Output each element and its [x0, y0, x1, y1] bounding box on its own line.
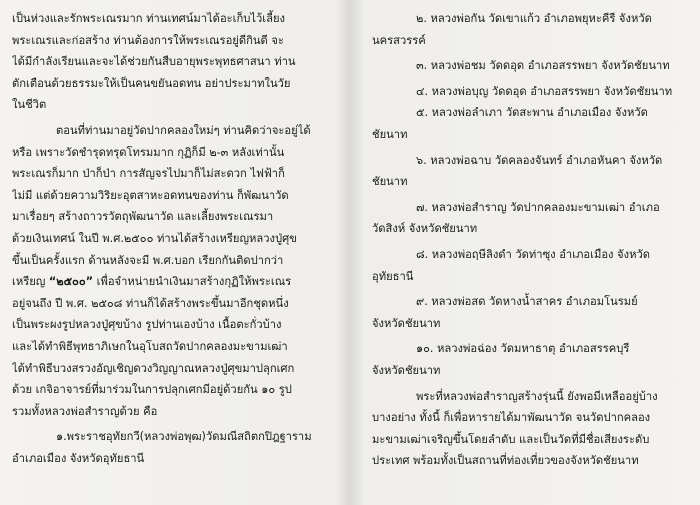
text-line: พระเณรและก่อสร้าง ท่านต้องการให้พระเณรอยู่ดีกินดี จะ: [12, 33, 284, 47]
text-line: [12, 271, 334, 293]
list-item-1: [12, 426, 334, 469]
text-line: ได้ทำพิธีบวงสรวงอัญเชิญดวงวิญญาณหลวงปู่ศุขมาปลุกเศก: [12, 361, 295, 375]
text-line: ชัยนาท: [372, 127, 408, 141]
left-page: [12, 8, 334, 469]
text-line: อุทัยธานี: [372, 269, 414, 283]
text-line: ด้วย เกจิอาจารย์ที่มาร่วมในการปลุกเศกมีอยู่ด้วยกัน ๑๐ รูป: [12, 383, 292, 397]
text-line: รวมทั้งหลวงพ่อสำราญด้วย คือ: [12, 404, 158, 418]
paragraph-1: [12, 8, 334, 116]
text-line: อยู่จนถึง ปี พ.ศ. ๒๕๐๘ ท่านก็ได้สร้างพระขึ้นมาอีกชุดหนึ่ง: [12, 296, 289, 310]
coin-year-quote: “๒๕๐๐”: [48, 275, 94, 289]
list-item-7: [372, 197, 690, 240]
text-line: ๔. หลวงพ่อบุญ วัดดอุด อำเภอสรรพยา จังหวัดชัยนาท: [416, 84, 673, 98]
paragraph-2: [12, 120, 334, 422]
text-line: ๖. หลวงพ่อฉาบ วัดคลองจันทร์ อำเภอหันคา จังหวัด: [416, 153, 663, 167]
text-line: ๗. หลวงพ่อสำราญ วัดปากคลองมะขามเฒ่า อำเภอ: [416, 200, 660, 214]
list-item-6: [372, 150, 690, 193]
text-line: เป็นห่วงและรักพระเณรมาก ท่านเทศน์มาได้อะเก็บไว้เลี้ยง: [12, 12, 285, 25]
text-line: ๑.พระราชอุทัยกวี(หลวงพ่อพุฒ)วัดมณีสถิตกปิฎฐาราม: [56, 430, 312, 444]
text-line: ไม่มี แต่ด้วยความวิริยะอุตสาหะอดทนของท่าน ก็พัฒนาวัด: [12, 188, 289, 202]
text-line: ๒. หลวงพ่อกัน วัดเขาแก้ว อำเภอพยุหะคีรี จังหวัด: [416, 12, 652, 25]
text-line: จังหวัดชัยนาท: [372, 316, 441, 330]
text-line: มะขามเฒ่าเจริญขึ้นโดยลำดับ และเป็นวัดที่มีชื่อเสียงระดับ: [372, 432, 650, 446]
text-line: ได้มีกำลังเรียนและจะได้ช่วยกันสืบอายุพระพุทธศาสนา ท่าน: [12, 55, 296, 69]
text-line: พระเณรก็มาก ป่าก็ป่า การสัญจรไปมาก็ไม่สะดวก ไฟฟ้าก็: [12, 167, 285, 181]
text-line: ๓. หลวงพ่อชม วัดดอุด อำเภอสรรพยา จังหวัดชัยนาท: [416, 59, 670, 73]
text-line: ตักเตือนด้วยธรรมะให้เป็นคนขยันอดทน อย่าประมาทในวัย: [12, 76, 291, 90]
text-line: ๑๐. หลวงพ่อฉ่อง วัดมหาธาตุ อำเภอสรรคบุรี: [416, 342, 630, 356]
text-line: และได้ทำพิธีพุทธาภิเษกในอุโบสถวัดปากคลองมะขามเฒ่า: [12, 339, 288, 353]
text-line: ในชีวิต: [12, 98, 47, 112]
text-line: เป็นพระผงรูปหลวงปู่ศุขบ้าง รูปท่านเองบ้าง เนื้อตะกั่วบ้าง: [12, 318, 282, 332]
list-item-3: [372, 55, 690, 77]
text-line: หรือ เพราะวัดชำรุดทรุดโทรมมาก กุฏิก็มี ๒-๓ หลังเท่านั้น: [12, 145, 285, 159]
text-fragment: เหรียญ: [12, 275, 46, 289]
list-item-10: [372, 338, 690, 381]
list-item-5: [372, 102, 690, 145]
text-line: ๘. หลวงพ่อฤษีลิงดำ วัดท่าซุง อำเภอเมือง จังหวัด: [416, 247, 650, 261]
list-item-4: [372, 81, 690, 103]
text-line: อำเภอเมือง จังหวัดอุทัยธานี: [12, 451, 145, 465]
text-line: ขึ้นเป็นครั้งแรก ด้านหลังจะมี พ.ศ.บอก เรียกกันติดปากว่า: [12, 253, 284, 267]
closing-paragraph: [372, 386, 690, 472]
text-line: วัดสิงห์ จังหวัดชัยนาท: [372, 222, 478, 236]
list-item-2: [372, 8, 690, 51]
text-line: ตอนที่ท่านมาอยู่วัดปากคลองใหม่ๆ ท่านคิดว่าจะอยู่ได้: [56, 123, 311, 137]
text-line: ด้วยเงินเทศน์ ในปี พ.ศ.๒๕๐๐ ท่านได้สร้างเหรียญหลวงปู่ศุข: [12, 231, 297, 245]
text-line: ๙. หลวงพ่อสด วัดหางน้ำสาคร อำเภอมโนรมย์: [416, 295, 638, 309]
text-line: พระที่หลวงพ่อสำราญสร้างรุ่นนี้ ยังพอมีเหลืออยู่บ้าง: [416, 389, 658, 403]
list-item-9: [372, 291, 690, 334]
text-line: บางอย่าง ทั้งนี้ ก็เพื่อหารายได้มาพัฒนาวัด จนวัดปากคลอง: [372, 411, 651, 425]
list-item-8: [372, 244, 690, 287]
text-line: นครสวรรค์: [372, 33, 426, 47]
text-line: มาเรื่อยๆ สร้างถาวรวัตถุพัฒนาวัด และเลี้ยงพระเณรมา: [12, 210, 274, 224]
text-line: ประเทศ พร้อมทั้งเป็นสถานที่ท่องเที่ยวของจังหวัดชัยนาท: [372, 454, 639, 468]
right-page: [372, 8, 690, 472]
text-line: ๕. หลวงพ่อลำเภา วัดสะพาน อำเภอเมือง จังหวัด: [416, 106, 648, 120]
text-line: ชัยนาท: [372, 175, 408, 189]
text-line: จังหวัดชัยนาท: [372, 363, 441, 377]
text-fragment: เพื่อจำหน่ายนำเงินมาสร้างกุฏิให้พระเณร: [96, 275, 292, 289]
